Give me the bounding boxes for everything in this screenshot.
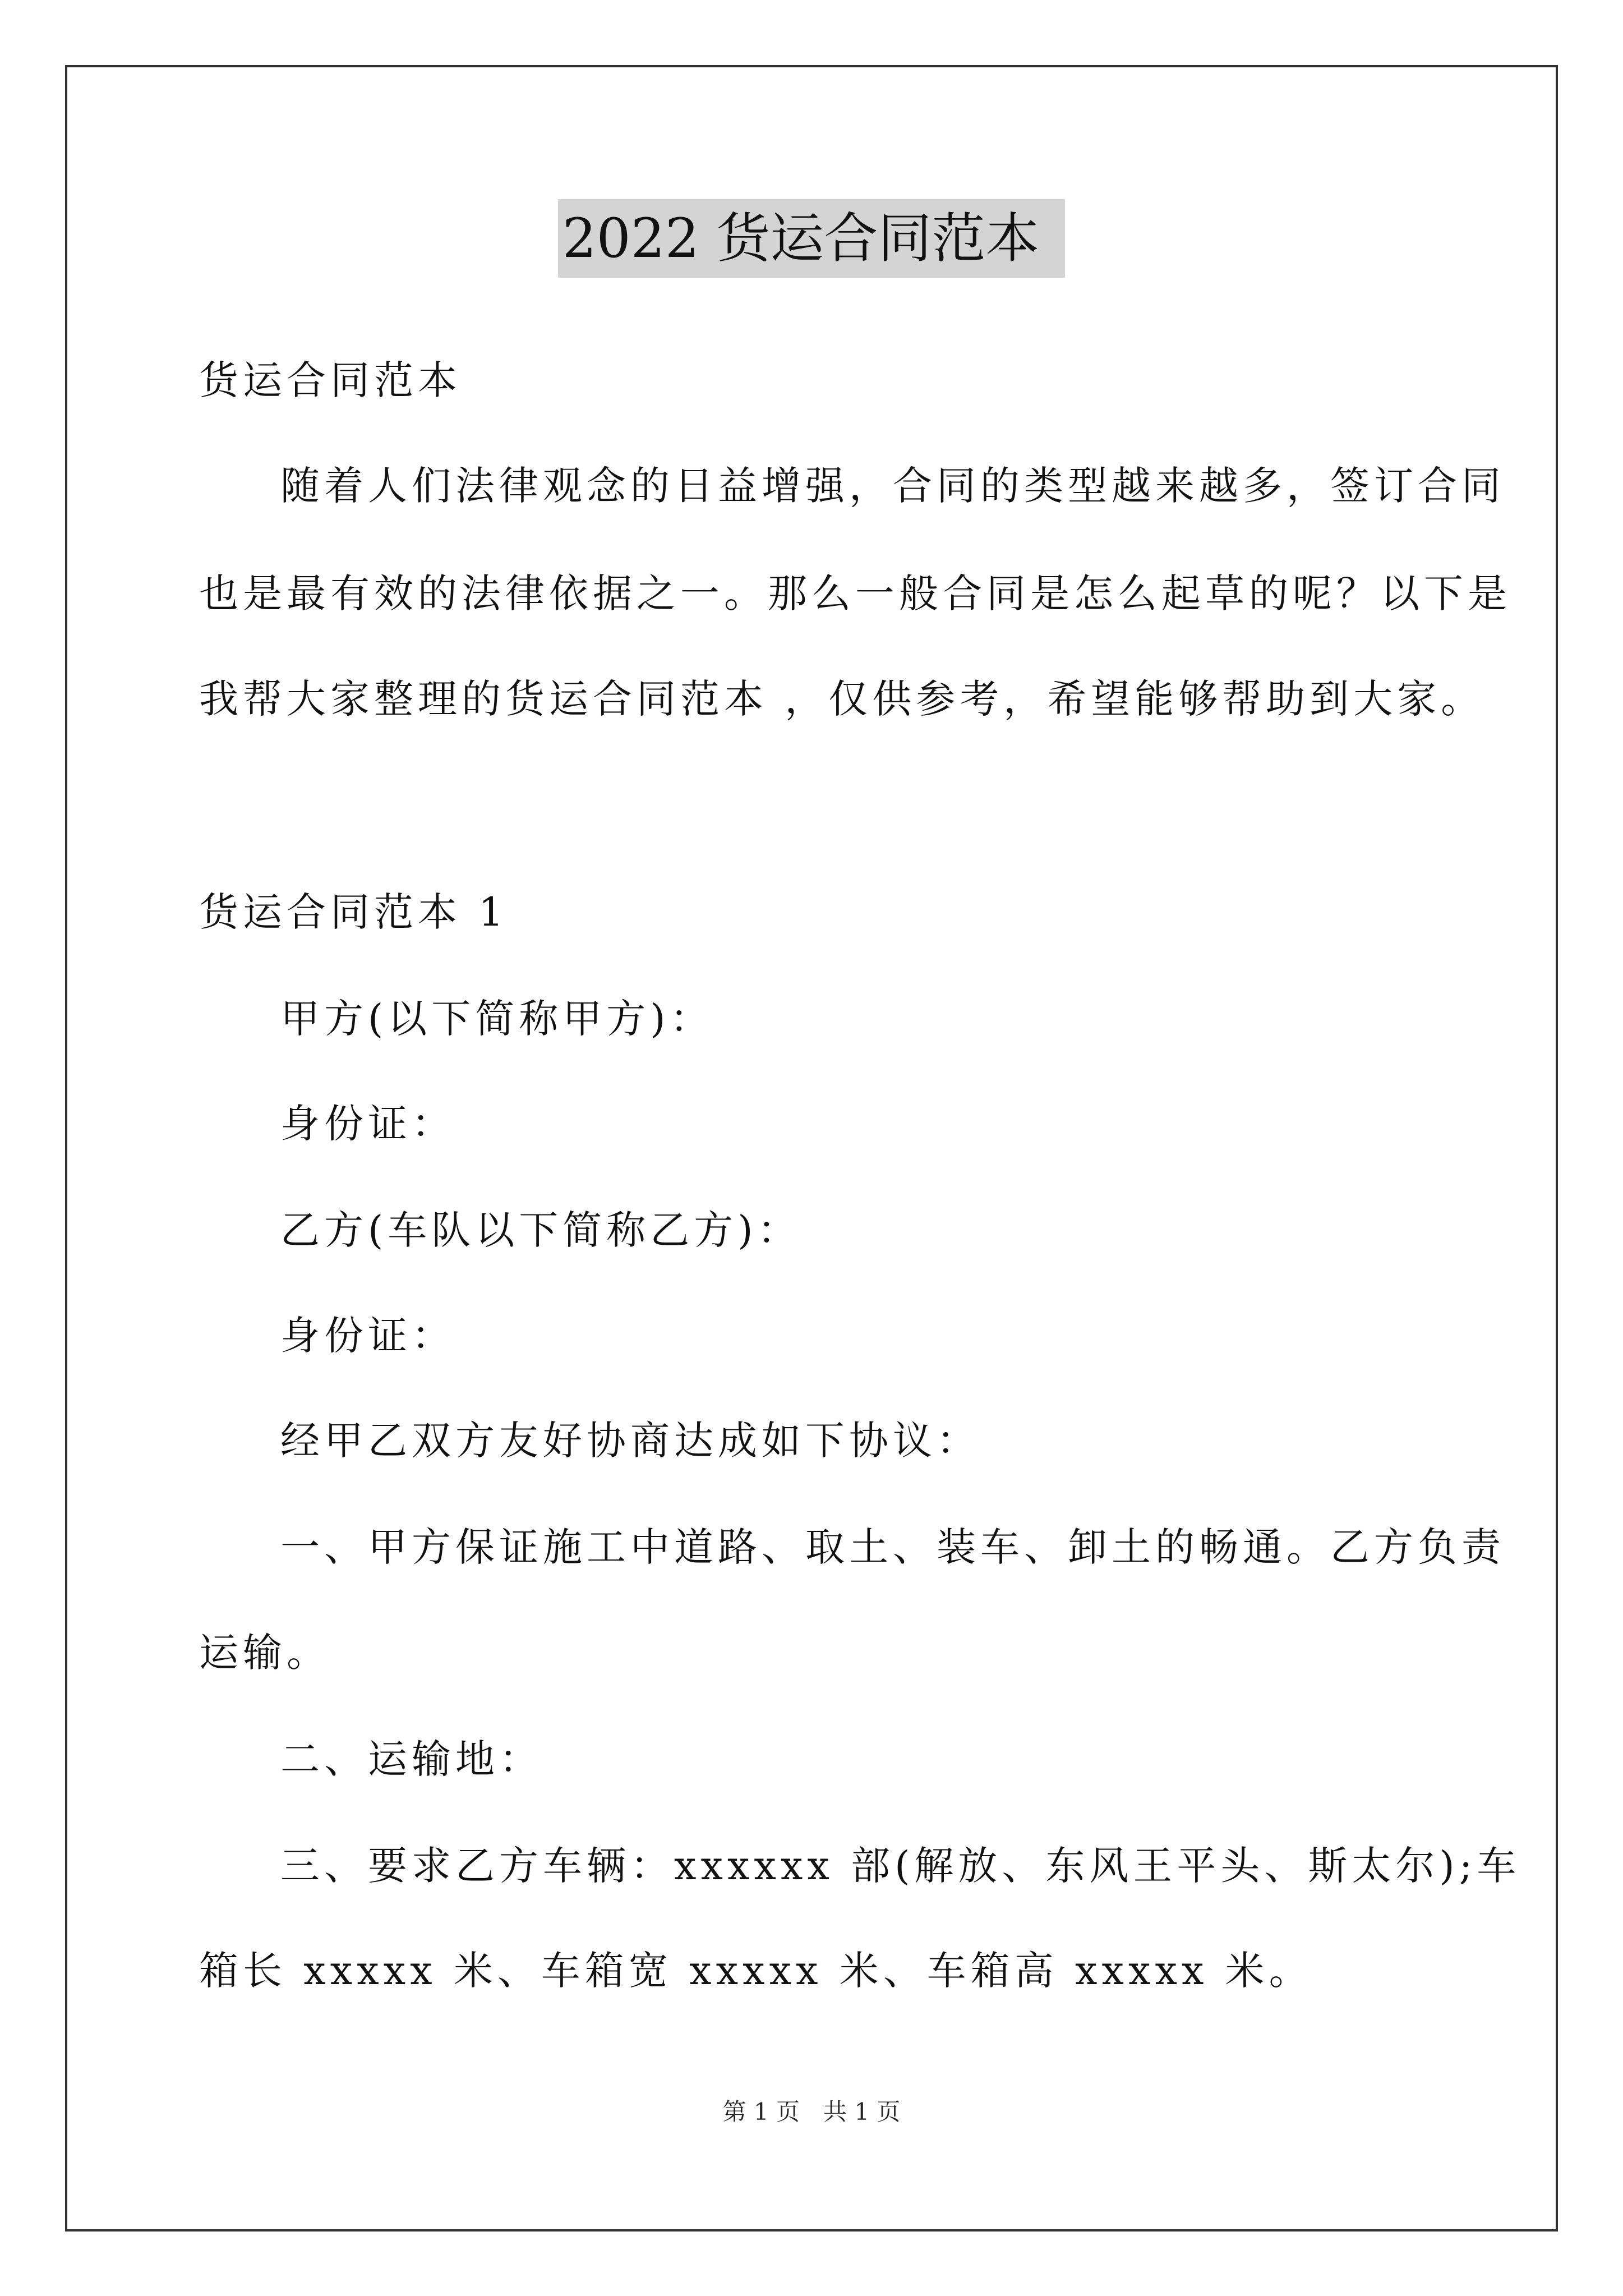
document-subtitle: 货运合同范本: [199, 357, 462, 403]
document-title: 2022 货运合同范本: [558, 199, 1066, 278]
intro-line-3: 我帮大家整理的货运合同范本 ，仅供参考，希望能够帮助到大家。: [199, 676, 1485, 722]
clause-1-line-1: 一、甲方保证施工中道路、取土、装车、卸土的畅通。乙方负责: [280, 1524, 1505, 1570]
intro-line-2: 也是最有效的法律依据之一。那么一般合同是怎么起草的呢？以下是: [199, 570, 1511, 616]
party-a-line: 甲方(以下简称甲方)：: [280, 996, 714, 1042]
agreement-line: 经甲乙双方友好协商达成如下协议：: [280, 1418, 980, 1464]
intro-line-1: 随着人们法律观念的日益增强，合同的类型越来越多，签订合同: [280, 463, 1505, 509]
section-heading: 货运合同范本 1: [199, 889, 508, 935]
id-b-line: 身份证：: [280, 1313, 455, 1359]
title-container: [0, 199, 1623, 278]
clause-2-line: 二、运输地：: [280, 1736, 543, 1782]
clause-3-line-1: 三、要求乙方车辆：xxxxxx 部(解放、东风王平头、斯太尔);车: [280, 1843, 1521, 1889]
party-b-line: 乙方(车队以下简称乙方)：: [280, 1207, 801, 1253]
clause-1-line-2: 运输。: [199, 1630, 330, 1676]
clause-3-line-2: 箱长 xxxxx 米、车箱宽 xxxxx 米、车箱高 xxxxx 米。: [199, 1948, 1313, 1994]
page-footer: 第 1 页 共 1 页: [722, 2098, 901, 2125]
id-a-line: 身份证：: [280, 1101, 455, 1147]
